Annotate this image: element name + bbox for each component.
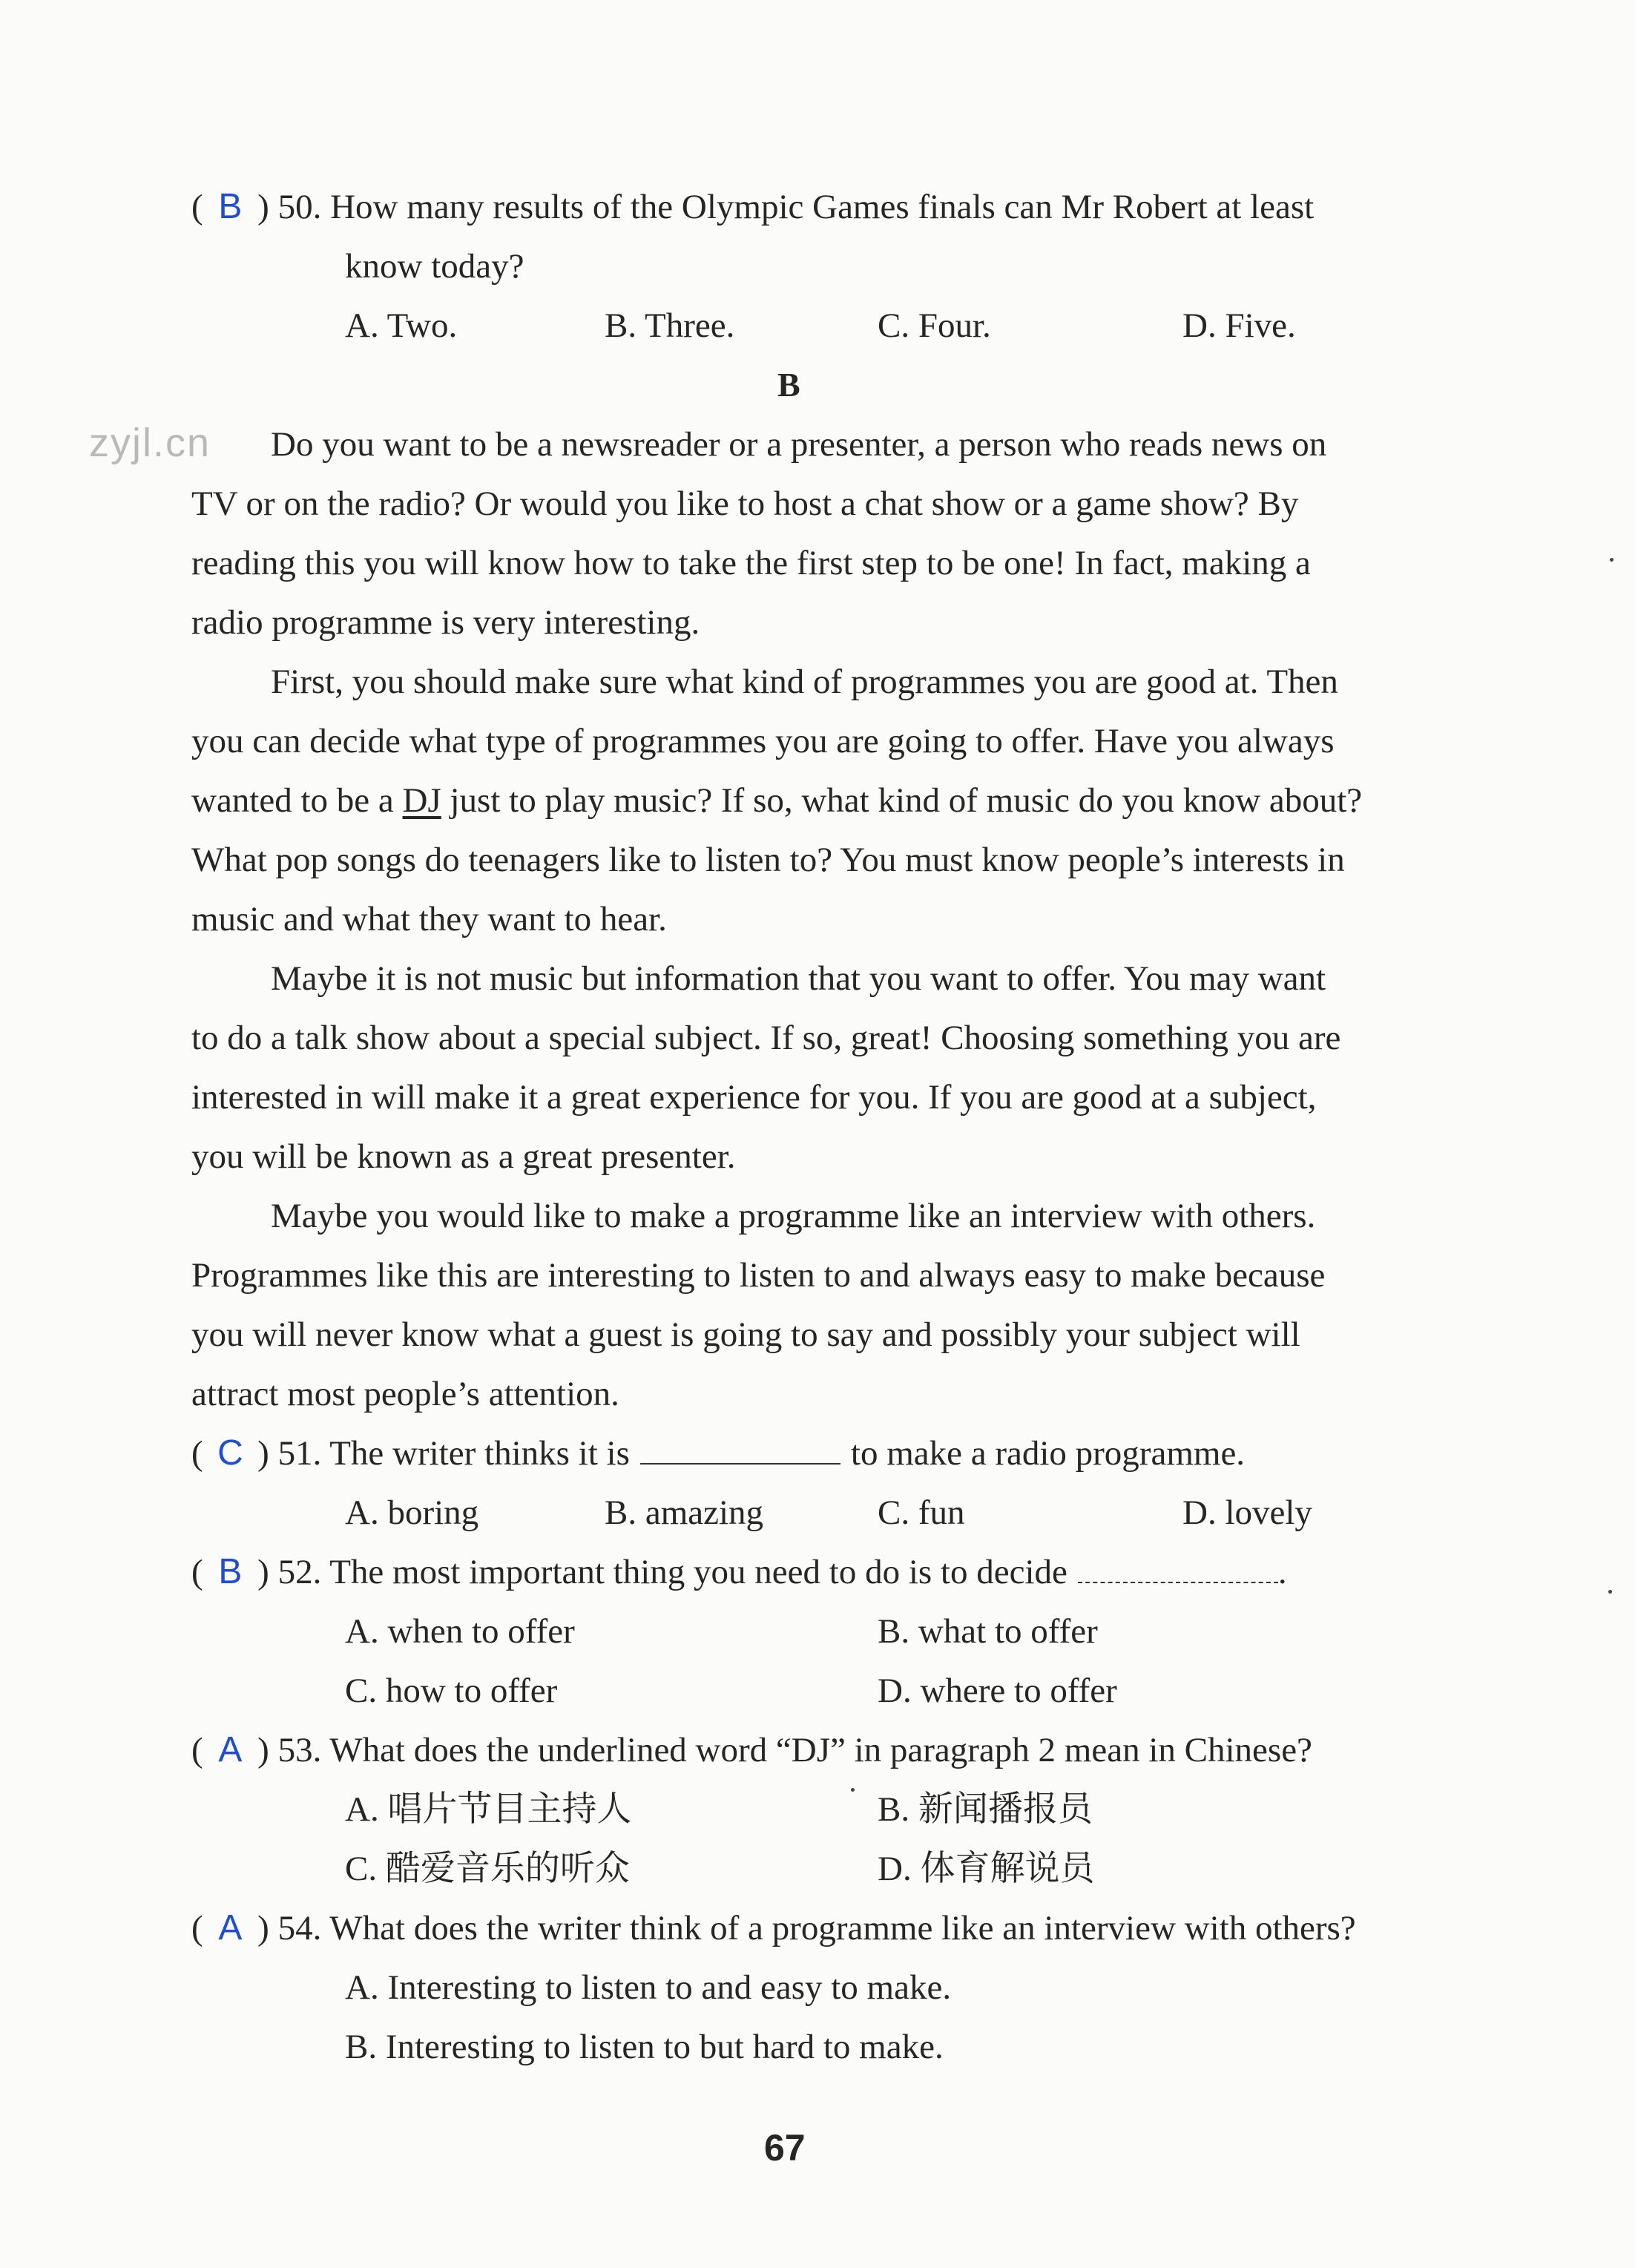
p4-line4: attract most people’s attention.	[191, 1375, 619, 1413]
q52-option-d: D. where to offer	[878, 1672, 1117, 1710]
q52-stem-end: .	[1277, 1553, 1287, 1591]
q51-blank	[640, 1436, 840, 1465]
p2-line3-end: just to play music? If so, what kind of music do you know about?	[441, 781, 1363, 820]
q52-answer: B	[218, 1552, 243, 1591]
p4-line1: Maybe you would like to make a programme like an interview with others.	[271, 1197, 1316, 1235]
p3-line2: to do a talk show about a special subject. If so, great! Choosing something you are	[191, 1019, 1341, 1057]
p2-line1: First, you should make sure what kind of programmes you are good at. Then	[271, 663, 1338, 701]
q52-option-a: A. when to offer	[345, 1612, 575, 1651]
q50-stem-line1: 50. How many results of the Olympic Games finals can Mr Robert at least	[277, 188, 1315, 226]
p3-line3: interested in will make it a great experience for you. If you are good at a subject,	[191, 1078, 1317, 1117]
q52-option-c: C. how to offer	[345, 1672, 558, 1710]
q52-option-b: B. what to offer	[878, 1612, 1098, 1651]
watermark-logo: zyjl.cn	[89, 421, 211, 465]
p2-line3-start: wanted to be a	[191, 781, 403, 820]
q53-option-d: D. 体育解说员	[878, 1850, 1095, 1888]
q51-stem-before: 51. The writer thinks it is	[277, 1434, 630, 1473]
q51-option-d: D. lovely	[1182, 1493, 1312, 1532]
scan-speck	[1610, 558, 1613, 562]
q51-stem: ( C ) 51. The writer thinks it is to make a radio programme.	[191, 1424, 1245, 1483]
p1-line4: radio programme is very interesting.	[191, 603, 700, 642]
q50-answer: B	[218, 187, 243, 226]
q50-option-b: B. Three.	[605, 306, 735, 345]
q53-answer: A	[218, 1730, 243, 1769]
scan-speck	[1608, 1590, 1612, 1594]
q52-stem-text: 52. The most important thing you need to do is to decide	[277, 1553, 1067, 1591]
q50-option-d: D. Five.	[1182, 306, 1296, 345]
section-heading: B	[777, 366, 800, 404]
page-number: 67	[764, 2127, 806, 2169]
q53-stem-text: 53. What does the underlined word “DJ” in paragraph 2 mean in Chinese?	[277, 1731, 1312, 1769]
q51-stem-after: to make a radio programme.	[850, 1434, 1246, 1473]
p2-line4: What pop songs do teenagers like to listen to? You must know people’s interests in	[191, 841, 1345, 879]
scan-speck	[851, 1788, 855, 1792]
p3-line1: Maybe it is not music but information that you want to offer. You may want	[271, 959, 1326, 998]
q51-option-c: C. fun	[878, 1493, 965, 1532]
q53-option-c: C. 酷爱音乐的听众	[345, 1850, 630, 1888]
q54-stem: ( A ) 54. What does the writer think of a programme like an interview with others?	[191, 1899, 1356, 1958]
p3-line4: you will be known as a great presenter.	[191, 1137, 736, 1176]
q51-option-a: A. boring	[345, 1493, 479, 1532]
q50-stem-line2: know today?	[345, 247, 524, 286]
q52-stem: ( B ) 52. The most important thing you need to do is to decide .	[191, 1542, 1287, 1602]
p2-line3	[191, 771, 1362, 830]
p4-line3: you will never know what a guest is going to say and possibly your subject will	[191, 1315, 1300, 1354]
q50-option-a: A. Two.	[345, 306, 458, 345]
q52-blank	[1078, 1555, 1278, 1583]
p1-line1: Do you want to be a newsreader or a presenter, a person who reads news on	[271, 425, 1327, 464]
q54-option-a: A. Interesting to listen to and easy to make.	[345, 1968, 952, 2007]
q54-option-b: B. Interesting to listen to but hard to make.	[345, 2028, 944, 2066]
q53-stem: ( A ) 53. What does the underlined word “DJ” in paragraph 2 mean in Chinese?	[191, 1720, 1312, 1780]
q53-option-a: A. 唱片节目主持人	[345, 1790, 632, 1829]
p1-line2: TV or on the radio? Or would you like to host a chat show or a game show? By	[191, 484, 1299, 523]
q54-stem-text: 54. What does the writer think of a programme like an interview with others?	[277, 1909, 1356, 1947]
p2-line2: you can decide what type of programmes you are going to offer. Have you always	[191, 722, 1335, 760]
q50-stem: ( B ) 50. How many results of the Olympic Games finals can Mr Robert at least	[191, 177, 1314, 237]
p1-line3: reading this you will know how to take the first step to be one! In fact, making a	[191, 544, 1311, 582]
p4-line2: Programmes like this are interesting to listen to and always easy to make because	[191, 1256, 1326, 1295]
q53-option-b: B. 新闻播报员	[878, 1790, 1093, 1829]
p2-line5: music and what they want to hear.	[191, 900, 667, 939]
q51-answer: C	[217, 1433, 243, 1473]
underlined-dj: DJ	[402, 781, 441, 820]
q54-answer: A	[218, 1908, 243, 1947]
q51-option-b: B. amazing	[605, 1493, 764, 1532]
q50-option-c: C. Four.	[878, 306, 991, 345]
